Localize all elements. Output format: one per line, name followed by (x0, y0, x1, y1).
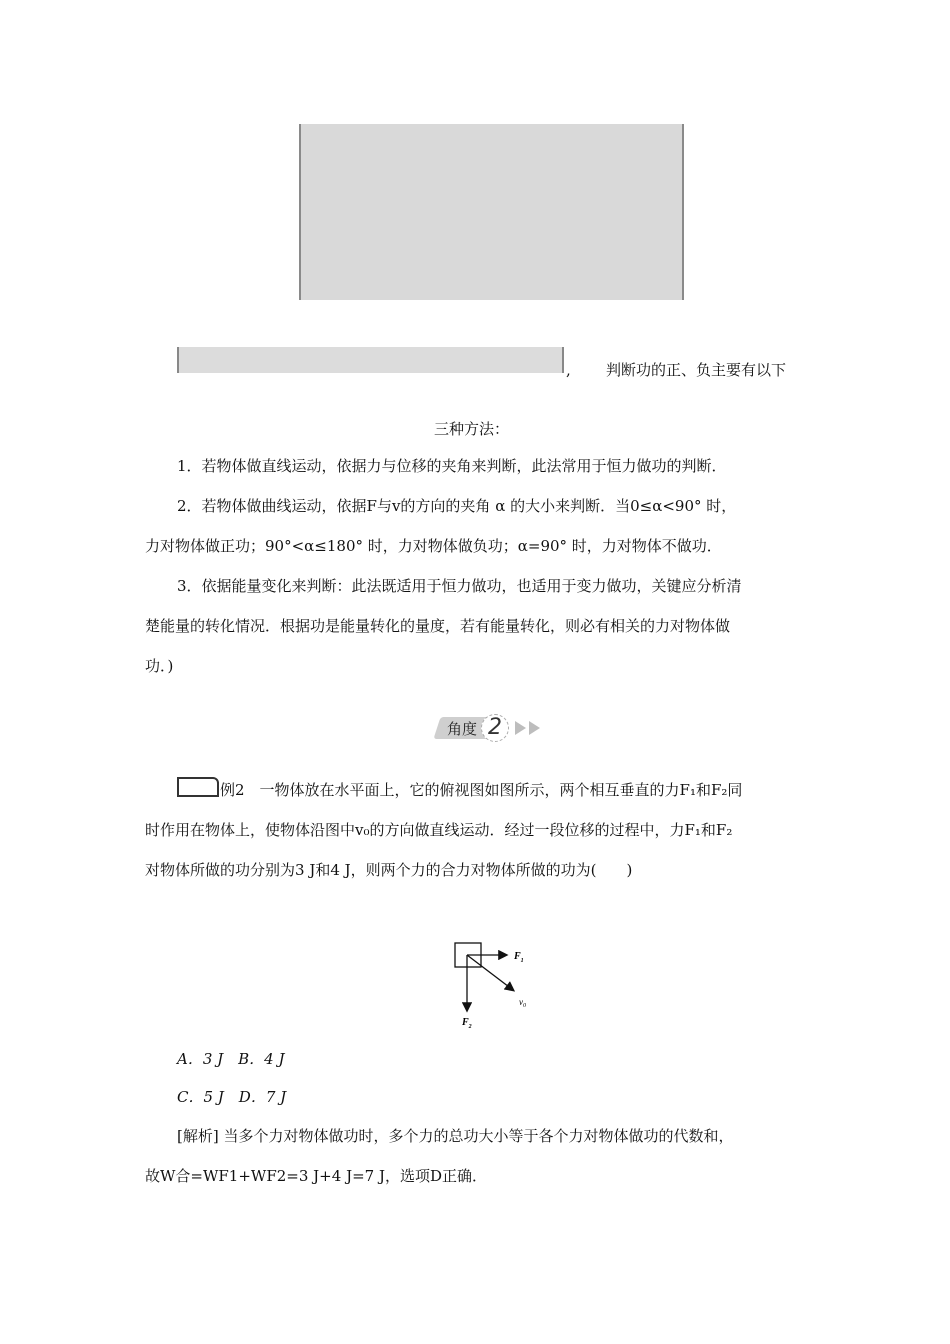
options-line-1: A．3 J B．4 J (177, 1050, 285, 1068)
example-line-2: 时作用在物体上，使物体沿图中v₀的方向做直线运动．经过一段位移的过程中，力F₁和F₂ (145, 821, 733, 839)
example-box-icon (177, 777, 219, 797)
svg-text:v0 (519, 997, 526, 1009)
example-line-3: 对物体所做的功分别为3 J和4 J，则两个力的合力对物体所做的功为( ) (145, 861, 633, 879)
f2-label: F (462, 1017, 469, 1028)
options-line-2: C．5 J D．7 J (177, 1088, 287, 1106)
analysis-line-1: [解析] 当多个力对物体做功时，多个力的总功大小等于各个力对物体做功的代数和， (177, 1127, 734, 1145)
play-arrow-icon (529, 721, 540, 735)
badge-number: 2 (488, 715, 502, 740)
badge-label: 角度 (447, 720, 478, 738)
method-2-line-1: 2．若物体做曲线运动，依据F与v的方向的夹角 α 的大小来判断．当0≤α<90° 时， (177, 497, 737, 515)
f1-subscript: 1 (520, 958, 524, 964)
svg-text:F2 (461, 1017, 472, 1030)
angle-badge (437, 714, 557, 742)
example-line-1: 例2 一物体放在水平面上，它的俯视图如图所示，两个相互垂直的力F₁和F₂同 (220, 781, 743, 799)
comma-text: , (566, 361, 571, 379)
f2-subscript: 2 (468, 1024, 472, 1030)
intro-text: 判断功的正、负主要有以下 (606, 361, 787, 379)
v0-subscript: 0 (523, 1003, 526, 1009)
play-arrow-icon (515, 721, 526, 735)
v0-label: v (519, 997, 523, 1007)
force-diagram (440, 935, 550, 1035)
analysis-line-2: 故W合=WF1+WF2=3 J+4 J=7 J，选项D正确． (145, 1167, 487, 1185)
method-3-line-2: 楚能量的转化情况．根据功是能量转化的量度，若有能量转化，则必有相关的力对物体做 (145, 617, 731, 635)
method-2-line-2: 力对物体做正功；90°<α≤180° 时，力对物体做负功；α=90° 时，力对物体不做功． (145, 537, 722, 555)
svg-text:F1 (513, 951, 524, 964)
method-1: 1．若物体做直线运动，依据力与位移的夹角来判断，此法常用于恒力做功的判断． (177, 457, 727, 475)
f1-label: F (514, 951, 521, 962)
v0-arrow (467, 955, 513, 990)
method-3-line-3: 功．) (145, 657, 174, 675)
methods-heading: 三种方法： (434, 420, 510, 438)
text-placeholder-bar (177, 347, 564, 373)
method-3-line-1: 3．依据能量变化来判断：此法既适用于恒力做功，也适用于变力做功，关键应分析清 (177, 577, 742, 595)
figure-placeholder (299, 124, 684, 300)
